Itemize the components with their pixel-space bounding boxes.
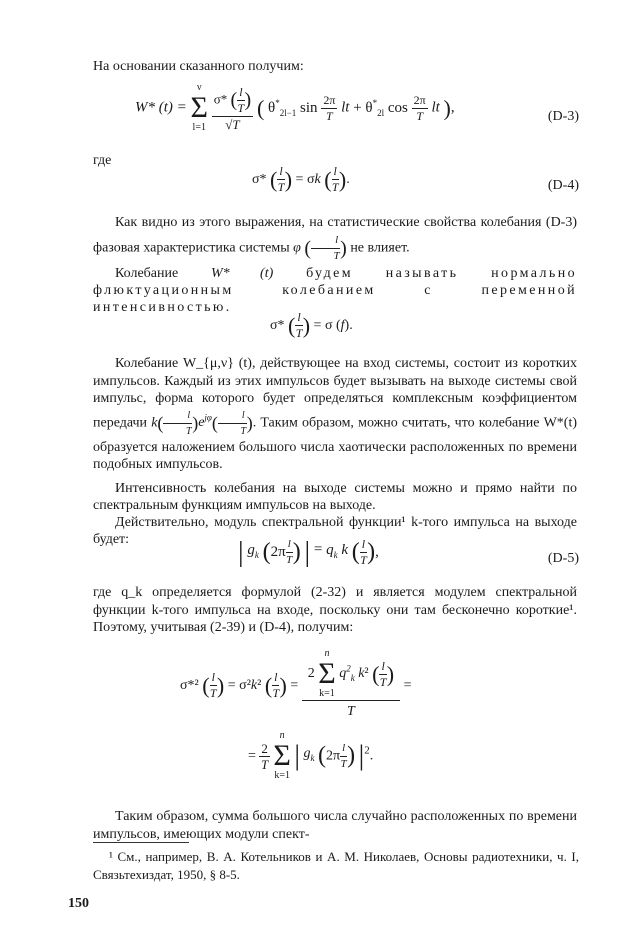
- paragraph-qk: где q_k определяется формулой (2-32) и является модулем спектральной функции k-того импульса на входе, поскольку они там бесконечно короткие¹. Поэтому, учитывая (2-39) и (D-4), получим:: [93, 585, 577, 635]
- equation-sigma-f: σ* ( $\frac{l}{T}$ ) = σ (f).: [270, 310, 353, 340]
- paragraph-normal-fluct: Колебание W* (t) будем называть нормально флюктуационным колебанием с переменной интенсивностью.: [93, 266, 578, 315]
- equation-sigma-squared: σ*² ( $\frac{l}{T}$ ) = σ²k² ( $\frac{l}{T}$ ) = 2 n Σ k=1 $q^2_k$ k² ( $\frac{l}{T}$ ) T =: [180, 648, 412, 719]
- equation-d3: W* (t) = ν Σ l=1 σ* ( $\frac{l}{T}$ ) √T ( $\theta^*_{2l-1}$ sin $\frac{2\pi}{T}$ lt + $\theta^*_{2l}$ cos $\frac{2\pi}{T}$ lt ),: [135, 82, 455, 133]
- footnote: ¹ См., например, В. А. Котельников и А. М. Николаев, Основы радиотехники, ч. I, Связьтехиздат, 1950, § 8-5.: [93, 849, 579, 882]
- where-label: где: [93, 153, 112, 168]
- equation-number-d3: (D-3): [547, 109, 579, 124]
- equation-number-d5: (D-5): [547, 551, 579, 566]
- equation-d4: σ* ( $\frac{l}{T}$ ) = σk ( $\frac{l}{T}$ ).: [252, 164, 350, 194]
- equation-number-d4: (D-4): [547, 178, 579, 193]
- paragraph-intensity: Интенсивность колебания на выходе системы можно и прямо найти по спектральным функциям импульсов на выходе.: [93, 481, 577, 513]
- intro-line: На основании сказанного получим:: [93, 59, 304, 74]
- paragraph-impulses: Колебание W_{μ,ν} (t), действующее на вход системы, состоит из коротких импульсов. Каждый из этих импульсов будет вызывать на выходе системы свой импульс, форма которого будет определяться комплексным коэффициентом передачи k( $\frac{l}{T}$ )$e^{j\varphi}$( $\frac{l}{T}$ ). Таким образом, можно считать, что колебание W*(t) образуется наложением большого числа хаотически расположенных по времени подобных импульсов.: [93, 356, 578, 472]
- paragraph-phase: Как видно из этого выражения, на статистические свойства колебания (D-3) фазовая характеристика системы φ ( $\frac{l}{T}$ ) не влияет.: [93, 215, 577, 262]
- paragraph-spectral-module: Действительно, модуль спектральной функции¹ k-того импульса на выходе будет:: [93, 515, 577, 547]
- paragraph-conclusion: Таким образом, сумма большого числа случайно расположенных по времени импульсов, имеющих модули спект-: [93, 809, 577, 842]
- page-number: 150: [68, 896, 89, 911]
- footnote-rule: [93, 842, 189, 843]
- equation-d5: | $g_k$ (2π $\frac{l}{T}$ ) | = $q_k$ k ( $\frac{l}{T}$ ),: [238, 537, 379, 568]
- equation-sigma-squared-second: = $\frac{2}{T}$ n Σ k=1 | $g_k$ (2π $\frac{l}{T}$ ) $|^2$.: [248, 730, 374, 781]
